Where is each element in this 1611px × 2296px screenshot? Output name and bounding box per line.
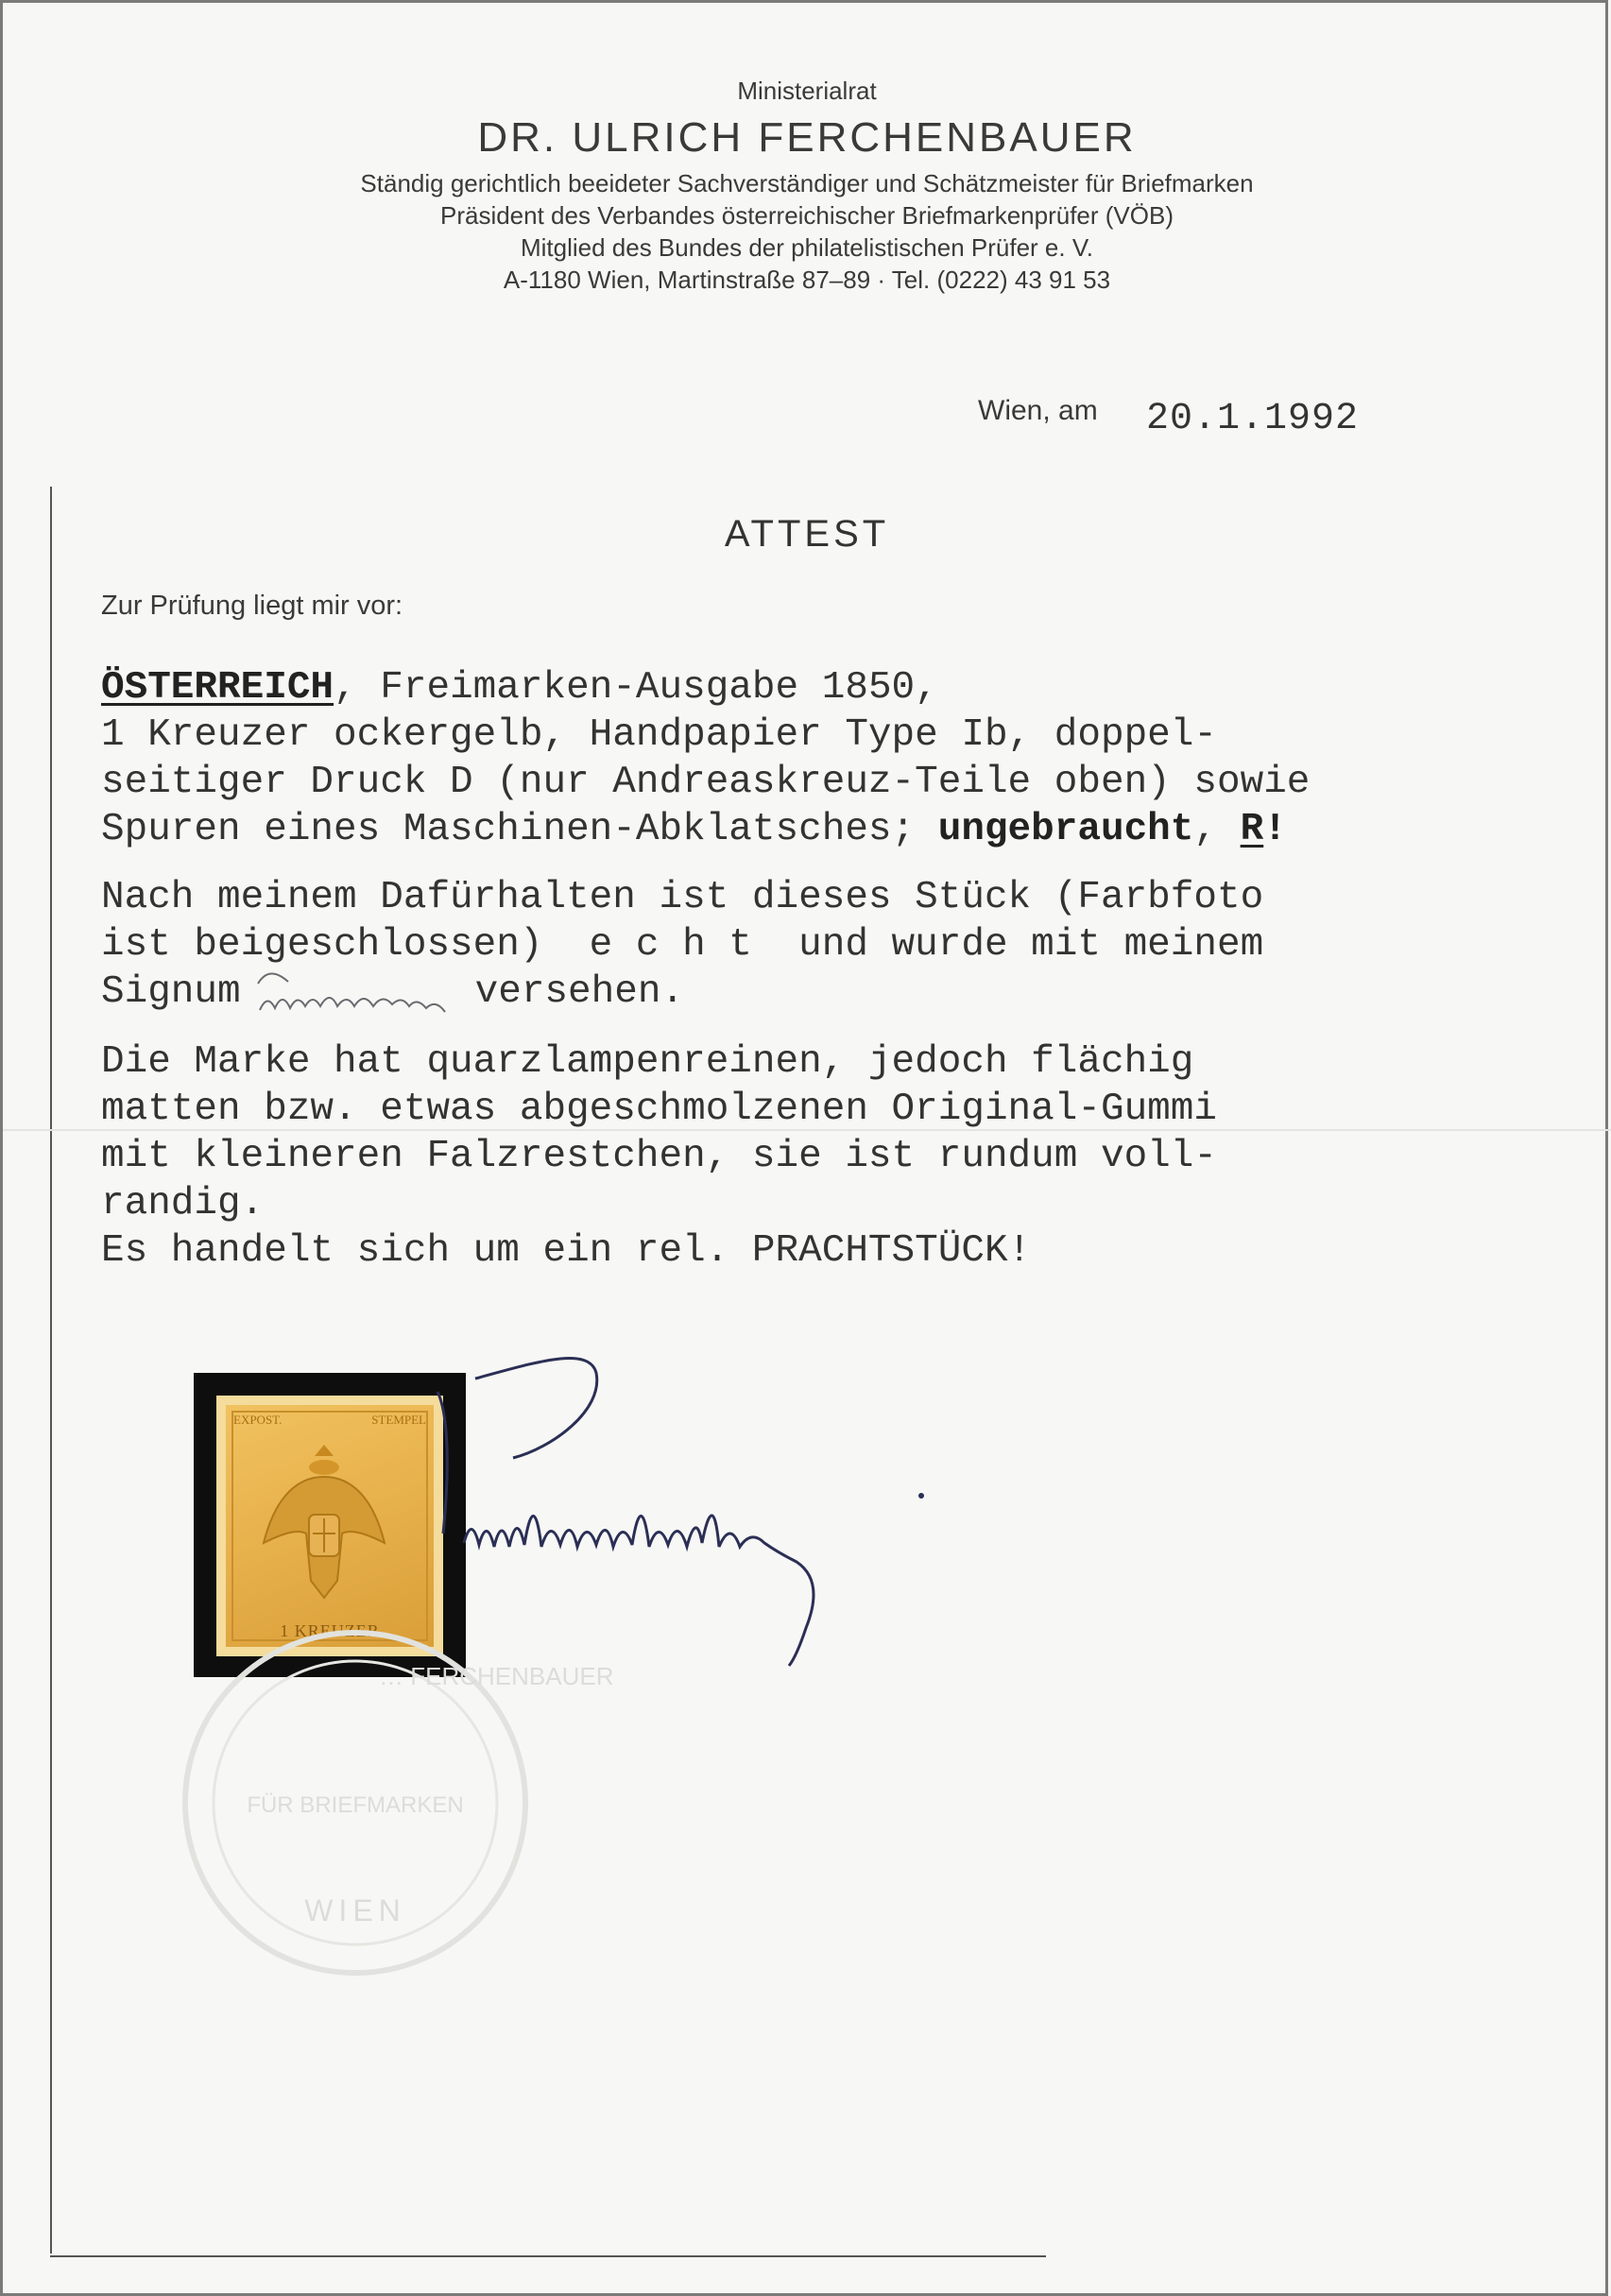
letterhead-line-2: Präsident des Verbandes österreichischer Briefmarkenprüfer (VÖB)	[439, 201, 1174, 230]
body-text: ,	[1193, 808, 1241, 851]
embossed-seal	[171, 1619, 614, 1987]
country-name: ÖSTERREICH	[101, 666, 334, 710]
body-line: Es handelt sich um ein rel. PRACHTSTÜCK!	[101, 1229, 1032, 1273]
body-line: 1 Kreuzer ockergelb, Handpapier Type Ib, doppel-	[101, 713, 1217, 757]
body-line: ist beigeschlossen) e c h t und wurde mit meinem	[101, 923, 1264, 967]
seal-outer-text: … FERCHENBAUER	[379, 1662, 614, 1690]
body-line: matten bzw. etwas abgeschmolzenen Original-Gummi	[101, 1088, 1217, 1131]
attest-body	[101, 664, 1575, 1420]
letterhead-line-3: Mitglied des Bundes der philatelistischen Prüfer e. V.	[520, 233, 1094, 262]
document-heading: ATTEST	[724, 513, 890, 555]
bottom-border-rule	[50, 2255, 1046, 2257]
intro-text: Zur Prüfung liegt mir vor:	[101, 591, 403, 621]
place-label: Wien, am	[978, 395, 1098, 426]
rarity-mark: R	[1240, 808, 1264, 851]
body-text: Signum	[101, 970, 241, 1014]
body-text: , Freimarken-Ausgabe 1850,	[334, 666, 938, 710]
left-border-rule	[50, 487, 52, 2253]
body-line: mit kleineren Falzrestchen, sie ist rundum voll-	[101, 1135, 1217, 1178]
body-line: Nach meinem Dafürhalten ist dieses Stück (Farbfoto	[101, 876, 1264, 919]
body-line: seitiger Druck D (nur Andreaskreuz-Teile oben) sowie	[101, 761, 1311, 804]
body-line: Die Marke hat quarzlampenreinen, jedoch flächig	[101, 1040, 1194, 1084]
letterhead-title: Ministerialrat	[737, 77, 877, 105]
seal-middle-text: FÜR BRIEFMARKEN	[247, 1792, 464, 1818]
condition-text: ungebraucht	[937, 808, 1194, 851]
seal-bottom-text: WIEN	[304, 1893, 406, 1928]
body-line: randig.	[101, 1182, 265, 1225]
small-signum-signature	[250, 965, 458, 1031]
date-value: 20.1.1992	[1146, 398, 1360, 440]
letterhead-name: DR. ULRICH FERCHENBAUER	[477, 114, 1137, 161]
body-text: Spuren eines Maschinen-Abklatsches;	[101, 808, 938, 851]
stamp-text-right: STEMPEL	[371, 1413, 426, 1427]
letterhead-line-1: Ständig gerichtlich beeideter Sachverständiger und Schätzmeister für Briefmarken	[360, 169, 1254, 197]
stamp-image	[216, 1396, 443, 1656]
stamp-text-left: EXPOST.	[233, 1413, 283, 1427]
letterhead-line-4: A-1180 Wien, Martinstraße 87–89 · Tel. (0222) 43 91 53	[503, 266, 1111, 294]
body-line	[101, 806, 1287, 853]
body-line	[101, 664, 938, 711]
body-text: !	[1263, 808, 1287, 851]
stamp-value-label: 1 KREUZER	[280, 1621, 380, 1640]
coat-of-arms-icon	[254, 1439, 394, 1609]
body-text: versehen.	[474, 970, 685, 1014]
